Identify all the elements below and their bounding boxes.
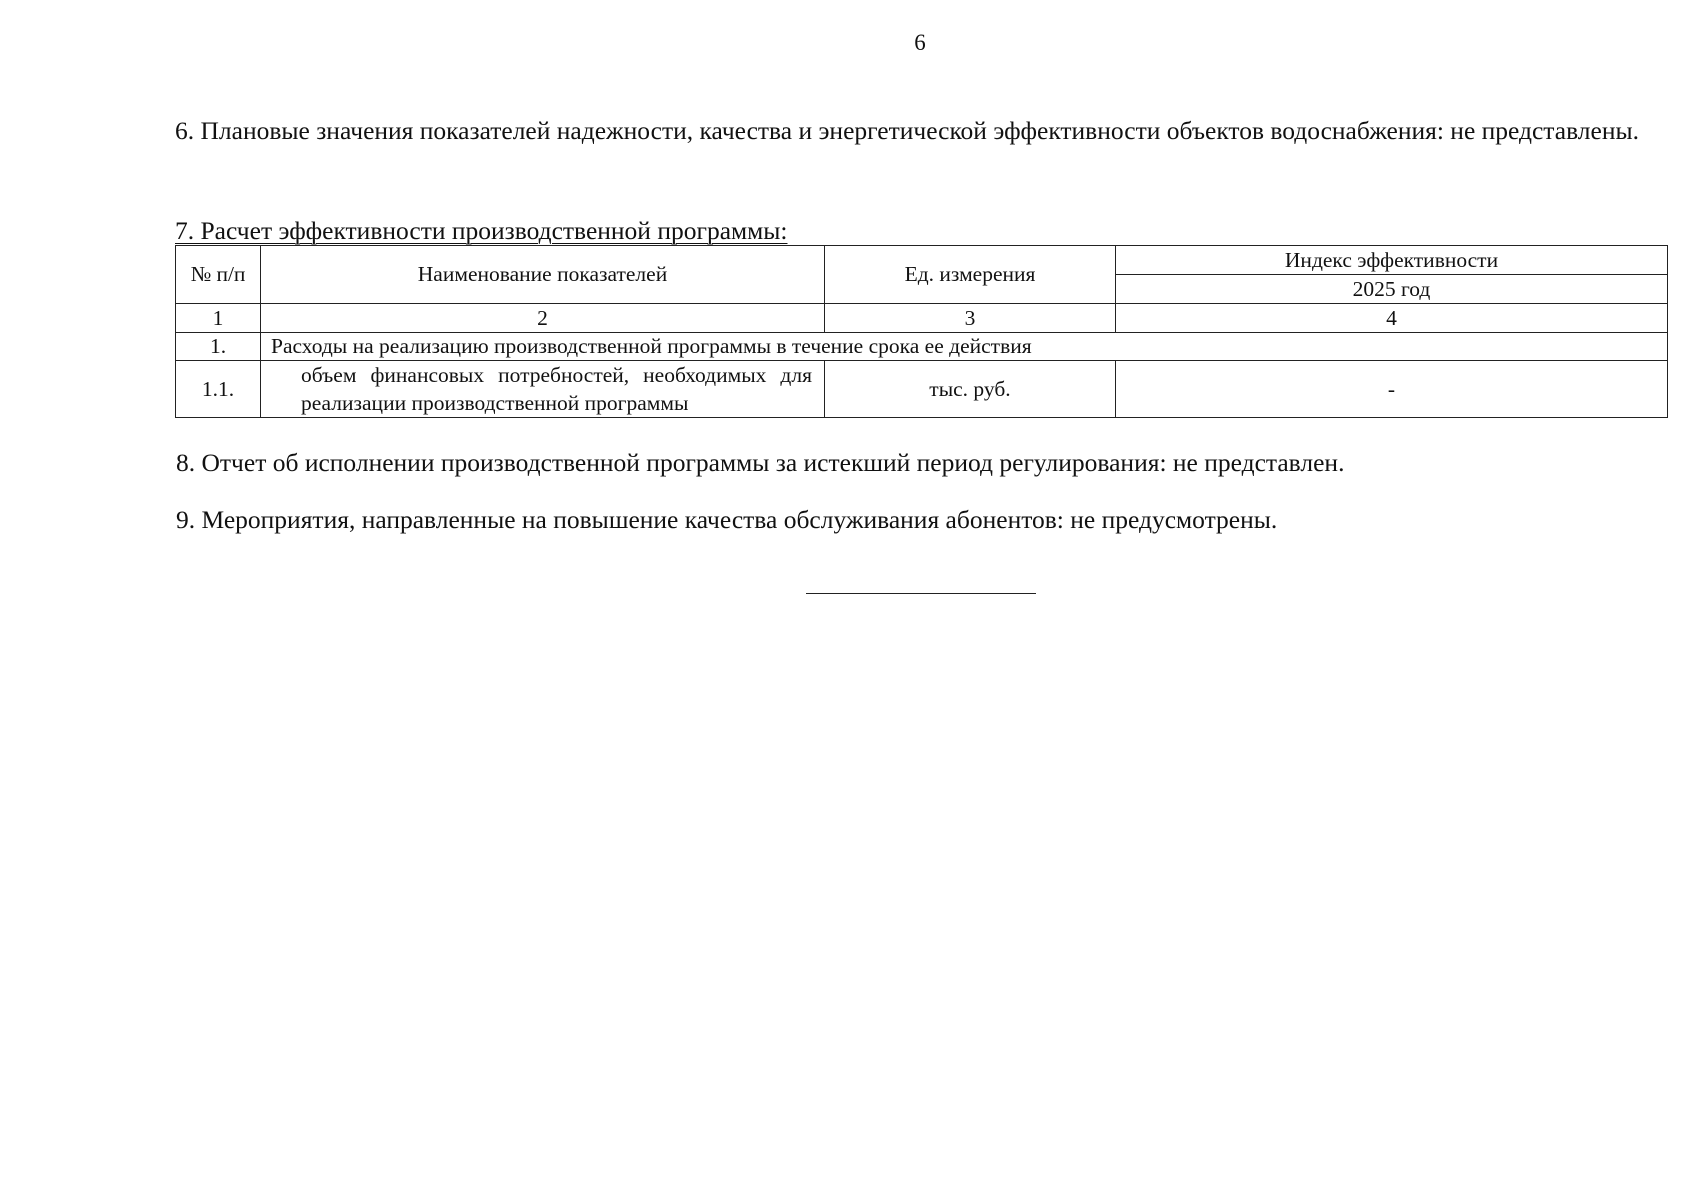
paragraph-8: 8. Отчет об исполнении производственной программы за истекший период регулирования: не представлен.	[176, 448, 1345, 477]
paragraph-6: 6. Плановые значения показателей надежности, качества и энергетической эффективности объектов водоснабжения: не представлены.	[175, 116, 1639, 145]
end-divider	[806, 593, 1036, 594]
section-num: 1.	[176, 333, 261, 361]
column-number-4: 4	[1116, 304, 1668, 333]
efficiency-table	[175, 245, 1668, 418]
page-number: 6	[914, 30, 926, 55]
row-unit: тыс. руб.	[825, 361, 1116, 418]
header-name: Наименование показателей	[261, 246, 825, 304]
table-header-row	[176, 246, 1668, 275]
header-num: № п/п	[176, 246, 261, 304]
section-title: Расходы на реализацию производственной программы в течение срока ее действия	[261, 333, 1668, 361]
paragraph-9: 9. Мероприятия, направленные на повышение качества обслуживания абонентов: не предусмотрены.	[176, 505, 1278, 534]
header-year: 2025 год	[1116, 275, 1668, 304]
paragraph-7-heading	[175, 214, 1665, 248]
column-number-3: 3	[825, 304, 1116, 333]
table-row	[176, 361, 1668, 418]
section-row	[176, 333, 1668, 361]
paragraph-7-text: 7. Расчет эффективности производственной программы:	[175, 216, 788, 245]
row-num: 1.1.	[176, 361, 261, 418]
column-number-row	[176, 304, 1668, 333]
column-number-1: 1	[176, 304, 261, 333]
header-index: Индекс эффективности	[1116, 246, 1668, 275]
row-value: -	[1116, 361, 1668, 418]
header-unit: Ед. измерения	[825, 246, 1116, 304]
column-number-2: 2	[261, 304, 825, 333]
row-name: объем финансовых потребностей, необходимых для реализации производственной программы	[261, 361, 825, 418]
